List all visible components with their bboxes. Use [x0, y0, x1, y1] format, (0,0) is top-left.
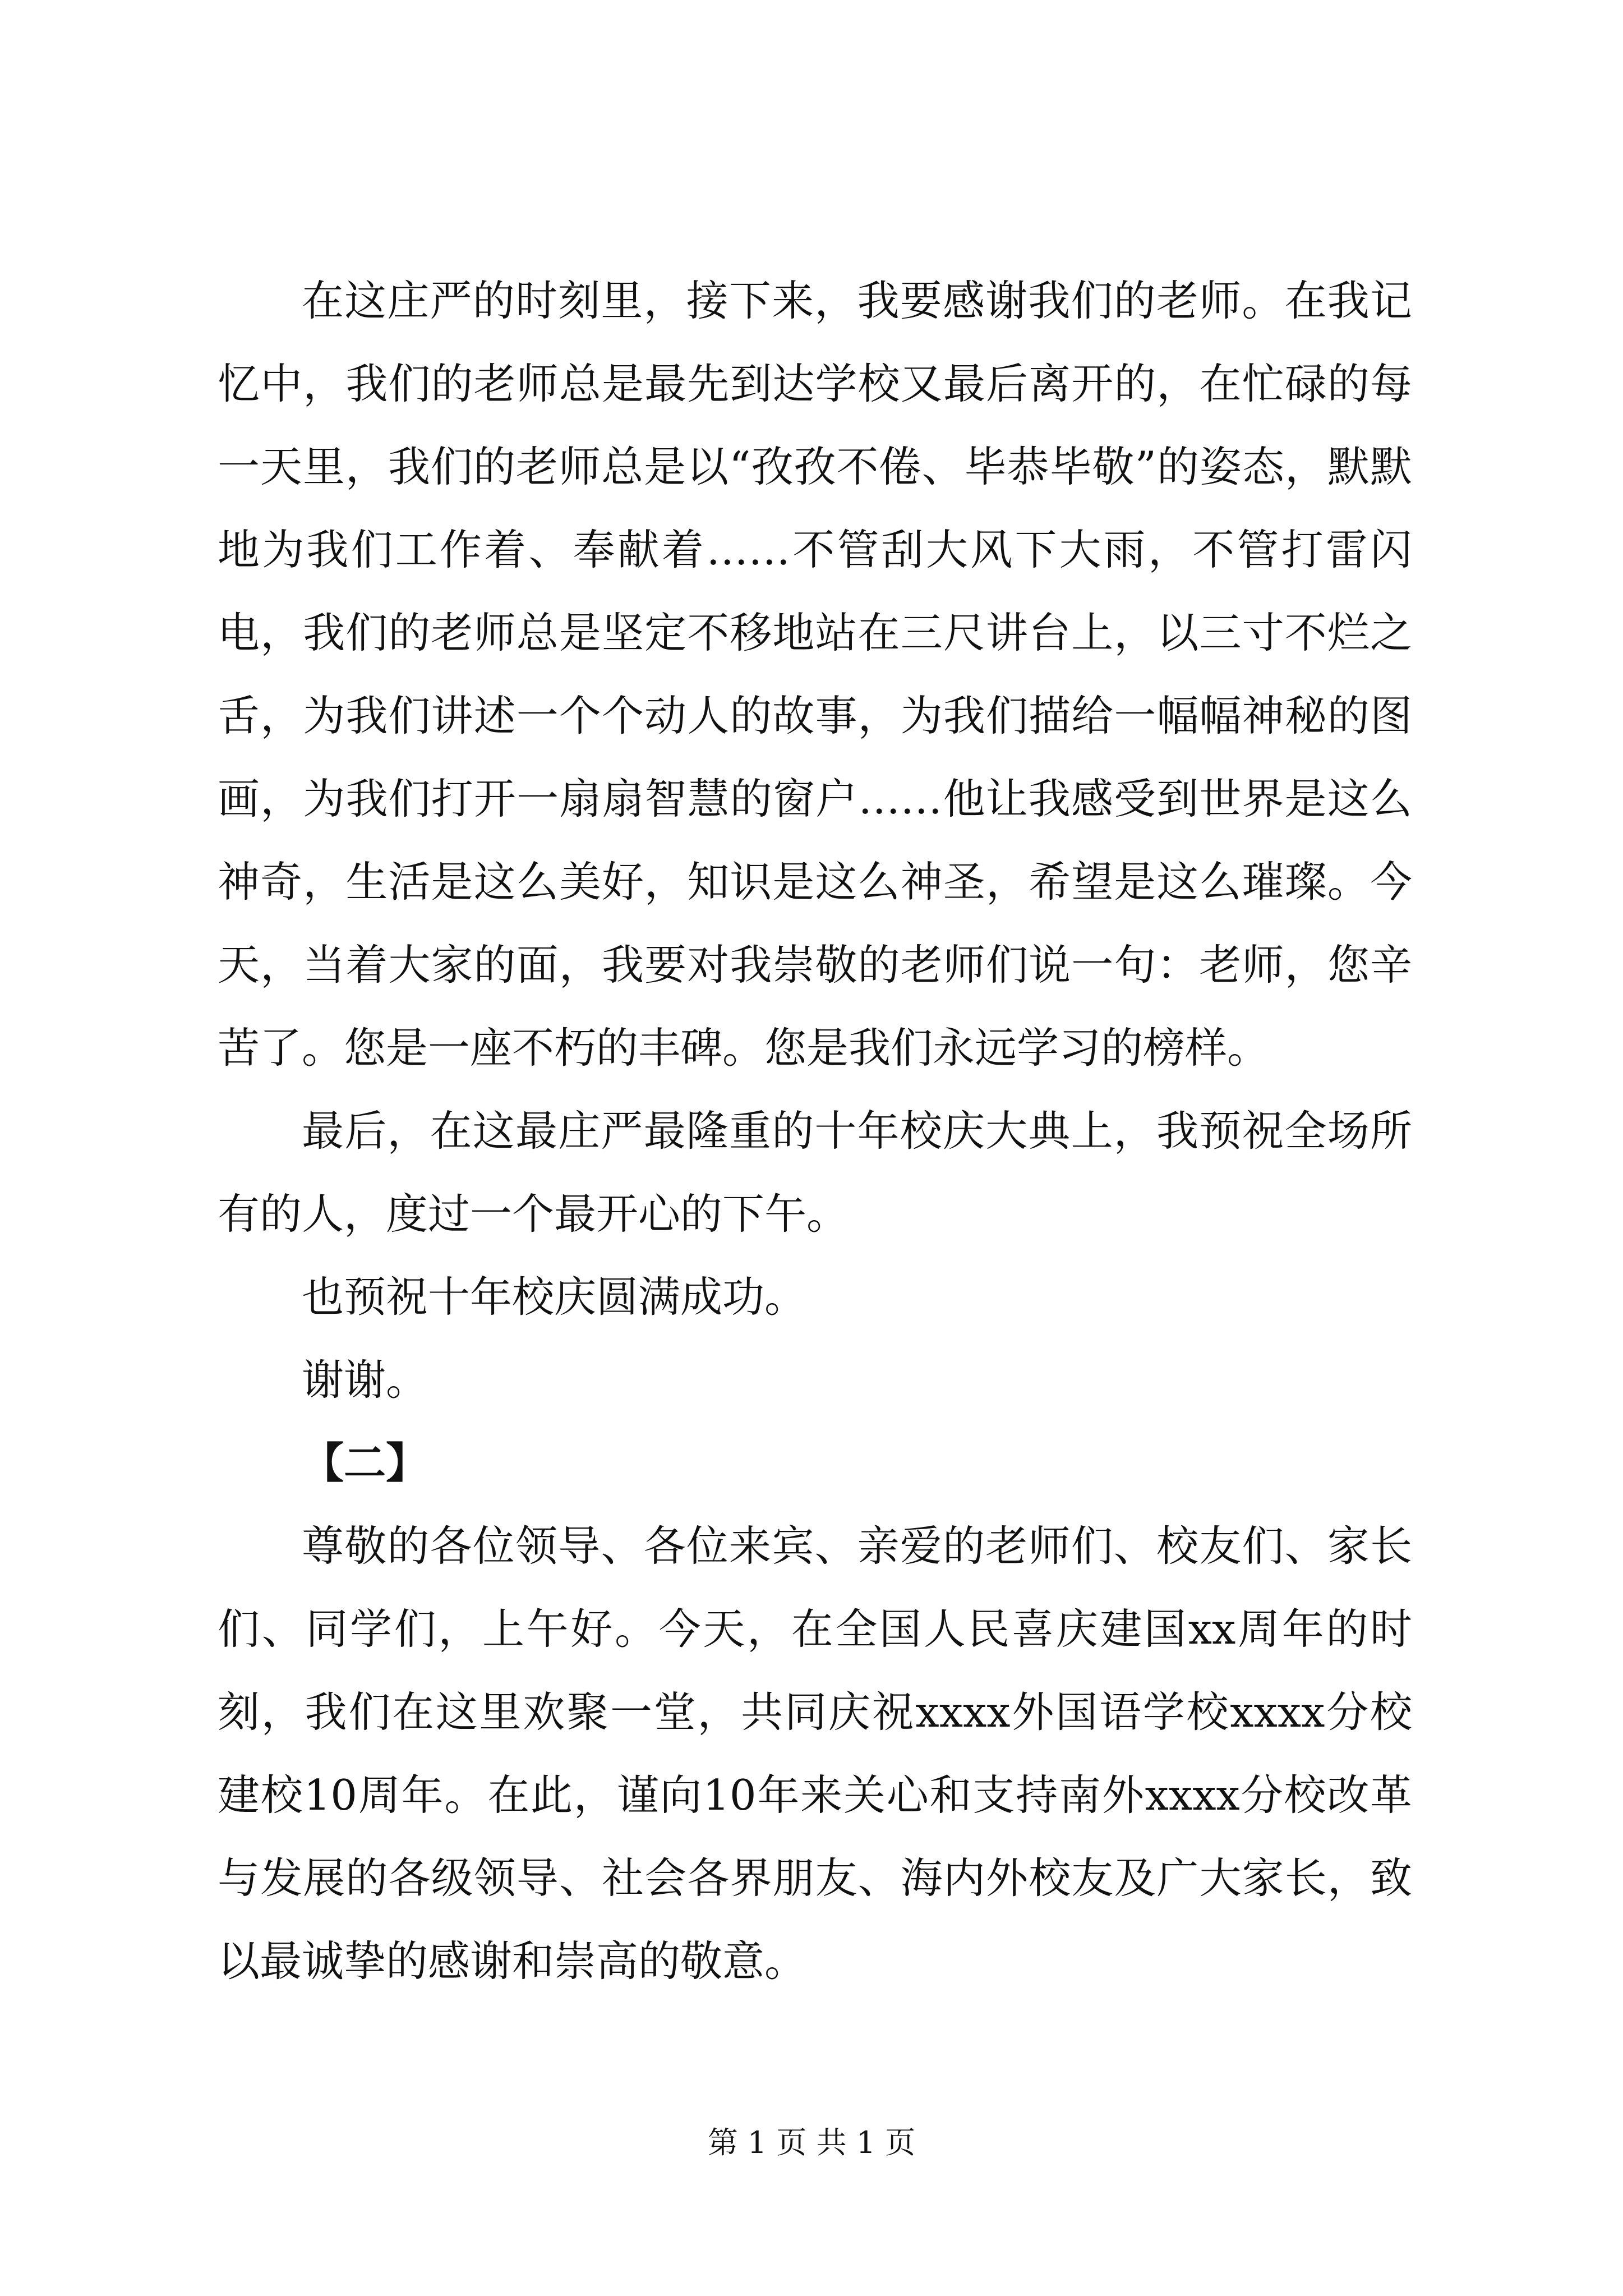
document-body [218, 259, 1412, 2003]
paragraph-celebration-wish: 也预祝十年校庆圆满成功。 [302, 1272, 807, 1322]
paragraph-closing-wish: 最后，在这最庄严最隆重的十年校庆大典上，我预祝全场所有的人，度过一个最开心的下午。 [218, 1106, 1412, 1239]
section-heading: 【二】 [302, 1438, 428, 1488]
paragraph-greeting: 尊敬的各位领导、各位来宾、亲爱的老师们、校友们、家长们、同学们，上午好。今天，在全国人民喜庆建国xx周年的时刻，我们在这里欢聚一堂，共同庆祝xxxx外国语学校xxxx分校建校10周年。在此，谨向10年来关心和支持南外xxxx分校改革与发展的各级领导、社会各界朋友、海内外校友及广大家长，致以最诚挚的感谢和崇高的敬意。 [218, 1521, 1412, 1986]
paragraph-thanks: 谢谢。 [302, 1355, 428, 1405]
page-footer: 第 1 页 共 1 页 [707, 2125, 916, 2160]
paragraph-thank-teachers: 在这庄严的时刻里，接下来，我要感谢我们的老师。在我记忆中，我们的老师总是最先到达学校又最后离开的，在忙碌的每一天里，我们的老师总是以“孜孜不倦、毕恭毕敬”的姿态，默默地为我们工作着、奉献着……不管刮大风下大雨，不管打雷闪电，我们的老师总是坚定不移地站在三尺讲台上，以三寸不烂之舌，为我们讲述一个个动人的故事，为我们描给一幅幅神秘的图画，为我们打开一扇扇智慧的窗户……他让我感受到世界是这么神奇，生活是这么美好，知识是这么神圣，希望是这么璀璨。今天，当着大家的面，我要对我崇敬的老师们说一句：老师，您辛苦了。您是一座不朽的丰碑。您是我们永远学习的榜样。 [218, 276, 1412, 1073]
